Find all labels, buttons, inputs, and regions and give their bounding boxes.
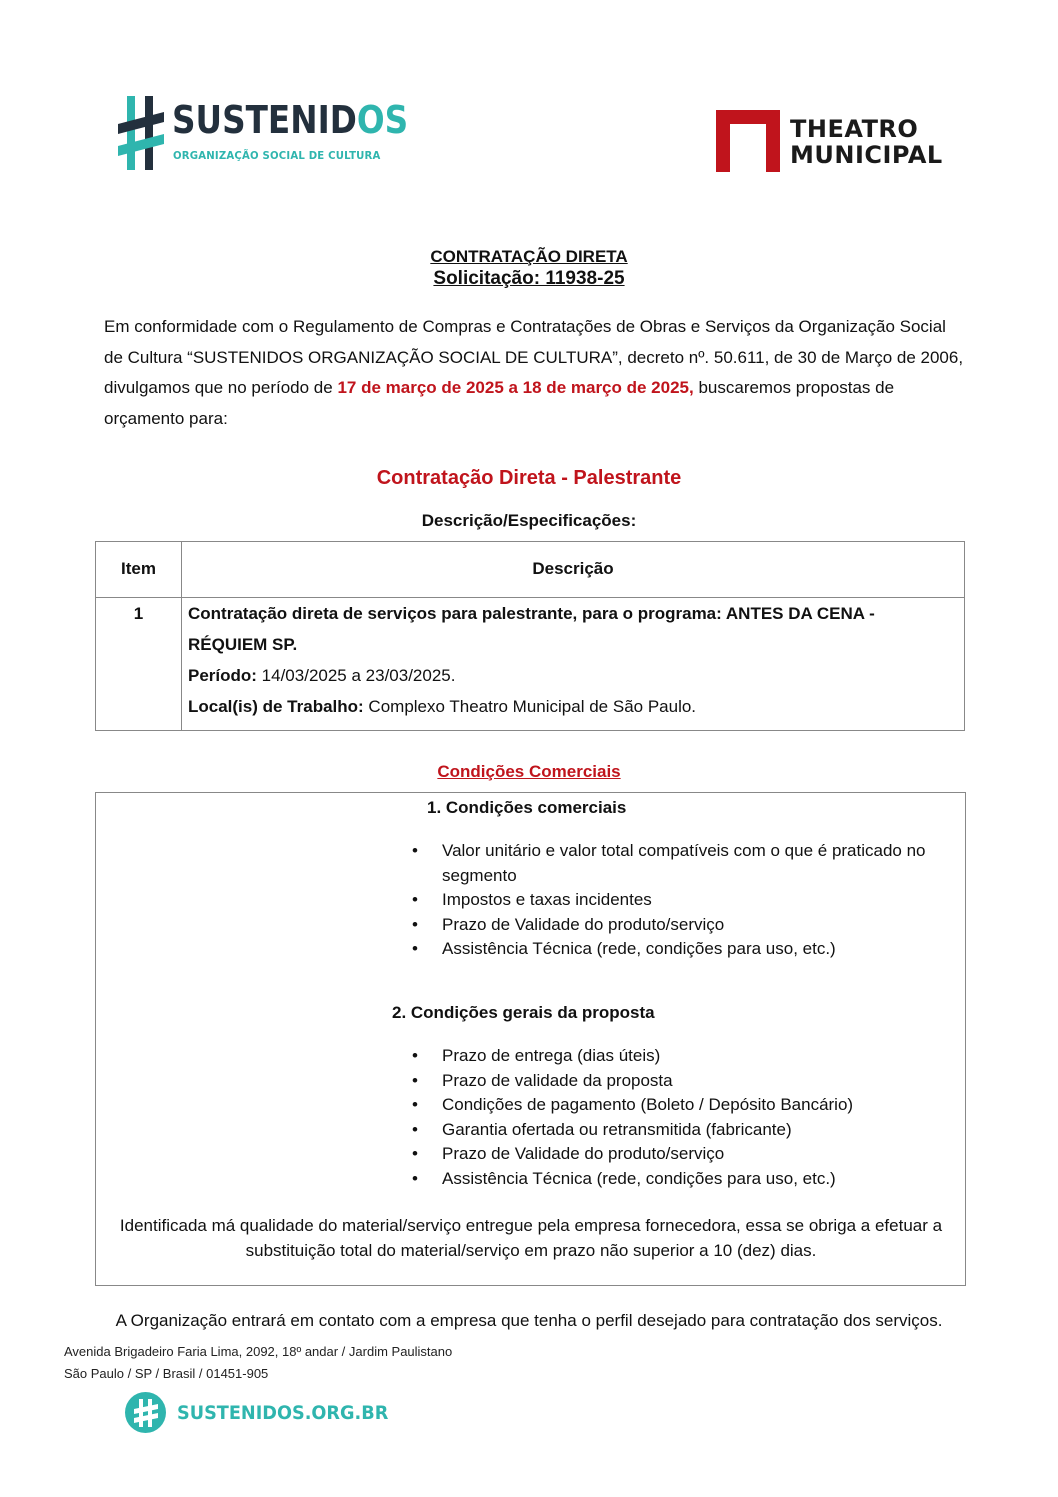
row-item-number: 1 bbox=[133, 604, 144, 623]
list-item bbox=[410, 1069, 960, 1094]
theatro-municipal-logo bbox=[716, 108, 956, 174]
section2-title: 2. Condições gerais da proposta bbox=[392, 1003, 655, 1022]
list-item bbox=[410, 1167, 960, 1192]
service-description: Contratação direta de serviços para palestrante, para o programa: ANTES DA CENA - RÉQUIEM SP. bbox=[188, 604, 875, 654]
location-line bbox=[188, 691, 924, 722]
solicitation-number: Solicitação: 11938-25 bbox=[433, 268, 625, 289]
list-item-text: Valor unitário e valor total compatíveis com o que é praticado no segmento bbox=[442, 841, 926, 885]
bullet-icon: • bbox=[412, 1046, 418, 1065]
theatro-arch-icon bbox=[716, 110, 780, 172]
list-item bbox=[410, 1142, 960, 1167]
period-value: 14/03/2025 a 23/03/2025. bbox=[256, 666, 456, 685]
intro-paragraph bbox=[104, 312, 964, 434]
list-item-text: Prazo de Validade do produto/serviço bbox=[442, 914, 725, 934]
contract-subtitle: Contratação Direta - Palestrante bbox=[376, 467, 682, 489]
bullet-icon: • bbox=[412, 939, 418, 958]
sharp-circle-icon bbox=[125, 1392, 166, 1433]
bullet-icon: • bbox=[412, 1168, 418, 1188]
list-item-text: Garantia ofertada ou retransmitida (fabricante) bbox=[442, 1119, 792, 1139]
column-header-item: Item bbox=[121, 559, 156, 578]
sustenidos-tagline: ORGANIZAÇÃO SOCIAL DE CULTURA bbox=[173, 149, 381, 162]
list-item bbox=[410, 1118, 960, 1143]
commercial-conditions-title: Condições Comerciais bbox=[437, 762, 621, 781]
bullet-icon: • bbox=[412, 841, 418, 860]
list-item-text: Assistência Técnica (rede, condições para uso, etc.) bbox=[442, 1168, 836, 1188]
period-line bbox=[188, 660, 924, 691]
list-item-text: Assistência Técnica (rede, condições para uso, etc.) bbox=[442, 939, 836, 958]
bullet-icon: • bbox=[412, 914, 418, 934]
list-item-text: Impostos e taxas incidentes bbox=[442, 890, 652, 909]
document-title: CONTRATAÇÃO DIRETA bbox=[430, 247, 628, 266]
address-line1: Avenida Brigadeiro Faria Lima, 2092, 18º andar / Jardim Paulistano bbox=[64, 1344, 453, 1359]
quality-note: Identificada má qualidade do material/serviço entregue pela empresa fornecedora, essa se obriga a efetuar a substituição total do material/serviço em prazo não superior a 10 (dez) dias. bbox=[119, 1216, 943, 1260]
intro-text-after: buscaremos propostas de orçamento para: bbox=[104, 378, 895, 428]
theatro-line2: MUNICIPAL bbox=[790, 141, 943, 169]
list-item-text: Prazo de entrega (dias úteis) bbox=[442, 1046, 661, 1065]
column-header-description: Descrição bbox=[532, 559, 614, 578]
sharp-icon bbox=[116, 94, 170, 172]
row-description bbox=[188, 598, 924, 722]
list-item-text: Prazo de Validade do produto/serviço bbox=[442, 1144, 725, 1163]
list-item bbox=[410, 913, 960, 938]
list-item bbox=[410, 839, 960, 888]
location-value: Complexo Theatro Municipal de São Paulo. bbox=[363, 697, 697, 716]
spec-title: Descrição/Especificações: bbox=[421, 511, 637, 530]
bullet-icon: • bbox=[412, 1070, 418, 1090]
section1-list bbox=[410, 839, 960, 962]
contact-statement: A Organização entrará em contato com a empresa que tenha o perfil desejado para contratação dos serviços. bbox=[115, 1311, 943, 1330]
wordmark-teal: OS bbox=[356, 98, 409, 142]
location-label: Local(is) de Trabalho: bbox=[188, 697, 364, 716]
footer-website-logo bbox=[125, 1391, 389, 1435]
list-item bbox=[410, 888, 960, 913]
list-item bbox=[410, 937, 960, 962]
bullet-icon: • bbox=[412, 1119, 418, 1139]
items-table bbox=[95, 541, 965, 731]
sustenidos-wordmark bbox=[172, 98, 408, 142]
wordmark-dark: SUSTENID bbox=[172, 98, 357, 142]
theatro-line1: THEATRO bbox=[790, 115, 919, 143]
section2-list bbox=[410, 1044, 960, 1191]
section1-title: 1. Condições comerciais bbox=[427, 798, 627, 817]
period-label: Período: bbox=[188, 666, 257, 685]
address-line2: São Paulo / SP / Brasil / 01451-905 bbox=[64, 1366, 269, 1381]
list-item-text: Prazo de validade da proposta bbox=[442, 1070, 673, 1090]
intro-text-before: Em conformidade com o Regulamento de Compras e Contratações de Obras e Serviços da Organização Social de Cultura “SUSTENIDOS ORGANIZAÇÃO SOCIAL DE CULTURA”, decreto nº. 50.611, de 30 de Março de 2006, divulgamos que no período de bbox=[104, 317, 964, 397]
list-item bbox=[410, 1044, 960, 1069]
bullet-icon: • bbox=[412, 1095, 418, 1114]
bullet-icon: • bbox=[412, 890, 418, 909]
sustenidos-logo bbox=[116, 94, 409, 174]
intro-period-highlight: 17 de março de 2025 a 18 de março de 2025, bbox=[337, 378, 694, 397]
bullet-icon: • bbox=[412, 1144, 418, 1163]
footer-website[interactable]: SUSTENIDOS.ORG.BR bbox=[177, 1402, 389, 1424]
list-item-text: Condições de pagamento (Boleto / Depósito Bancário) bbox=[442, 1095, 854, 1114]
list-item bbox=[410, 1093, 960, 1118]
